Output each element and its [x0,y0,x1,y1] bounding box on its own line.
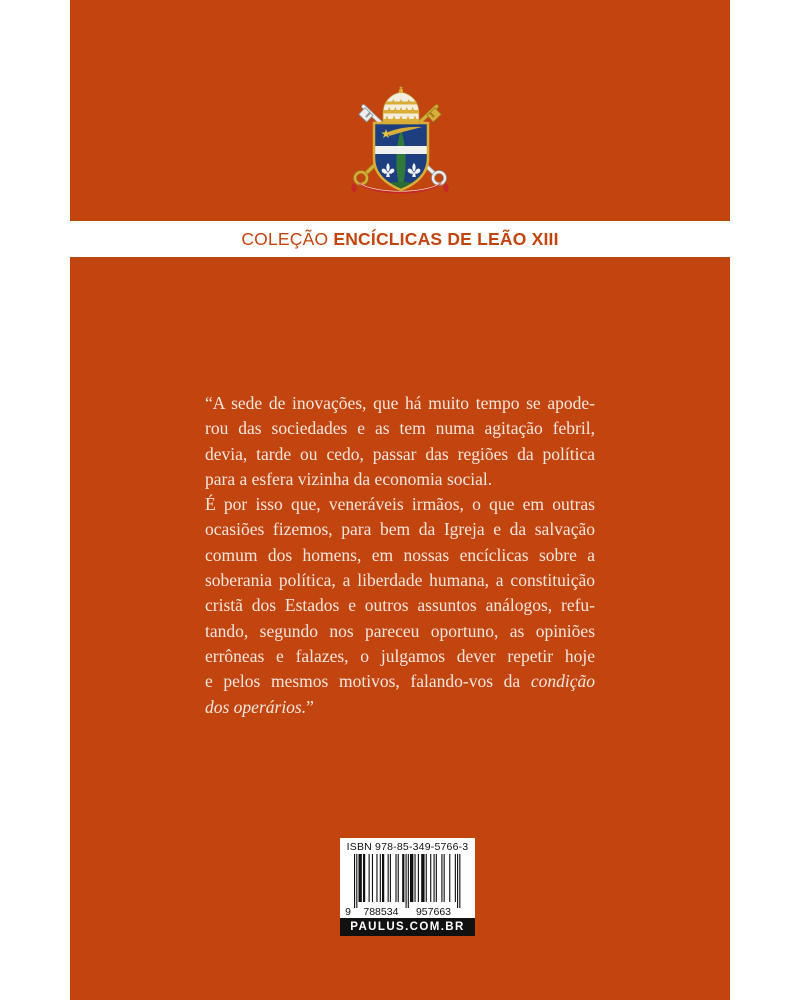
fess-band [374,146,428,154]
barcode-bar [457,854,458,908]
quote-line: errôneas e falazes, o julgamos dever repetir hoje [205,645,595,666]
barcode-bar [444,854,445,902]
series-prefix: COLEÇÃO [241,228,329,249]
barcode-bar [369,854,370,902]
barcode-bars [354,854,460,908]
barcode-bar [421,854,424,902]
barcode-bar [354,854,355,908]
barcode-bar [410,854,413,902]
papal-tiara-icon [381,87,421,125]
back-cover-quote [205,391,595,720]
barcode-bar [441,854,442,902]
quote-line: ocasiões fizemos, para bem da Igreja e da salvação [205,519,595,540]
barcode-bar [376,854,377,902]
quote-emphasis: dos operários. [205,696,307,717]
barcode-left-digits: 788534 [363,906,399,917]
barcode-bar [363,854,365,902]
barcode-bar [455,854,456,902]
barcode-bar [426,854,427,902]
quote-line: devia, tarde ou cedo, passar das regiões da política [205,443,595,464]
barcode-bar [434,854,435,902]
barcode-bar [382,854,384,902]
isbn-barcode-box [340,838,475,936]
barcode-bar [380,854,381,902]
quote-line: para a esfera vizinha da economia social. [205,468,493,489]
barcode-bar [414,854,415,902]
quote-line: cristã dos Estados e outros assuntos análogos, refu- [205,595,595,616]
isbn-label: ISBN 978-85-349-5766-3 [346,841,469,853]
quote-line: tando, segundo nos pareceu oportuno, as opiniões [205,620,595,641]
barcode-bar [449,854,450,902]
quote-line: “A sede de inovações, que há muito tempo se apode- [205,393,595,413]
quote-emphasis: condição [530,671,595,692]
barcode-bar [459,854,460,908]
barcode-bar [402,854,404,902]
quote-line: soberania política, a liberdade humana, a constituição [205,570,595,591]
shield-icon [374,123,428,194]
barcode-bar [398,854,399,902]
series-name: ENCÍCLICAS DE LEÃO XIII [333,228,559,249]
barcode-bar [408,854,409,908]
quote-line: comum dos homens, em nossas encíclicas sobre a [205,544,595,565]
series-title [70,221,730,257]
quote-line: rou das sociedades e as tem numa agitação febril, [205,418,595,439]
barcode-right-digits: 957663 [415,906,452,917]
barcode-first-digit: 9 [345,906,351,917]
quote-text: e pelos mesmos motivos, falando-vos da [205,671,521,692]
barcode-bar [436,854,437,902]
quote-closing-mark: ” [306,696,314,717]
quote-line [205,695,595,720]
barcode-bar [406,854,407,908]
barcode-bar [395,854,396,902]
barcode-bar [418,854,419,902]
quote-line: É por isso que, veneráveis irmãos, o que em outras [205,494,595,515]
barcode-bar [390,854,391,902]
barcode-bar [388,854,389,902]
quote-line [205,669,595,694]
barcode-bar [358,854,361,902]
papal-coat-of-arms-icon [345,86,455,196]
barcode-bar [430,854,431,902]
barcode-bar [372,854,373,902]
publisher-website: PAULUS.COM.BR [340,918,475,936]
barcode-bar [356,854,357,908]
barcode [340,854,475,917]
